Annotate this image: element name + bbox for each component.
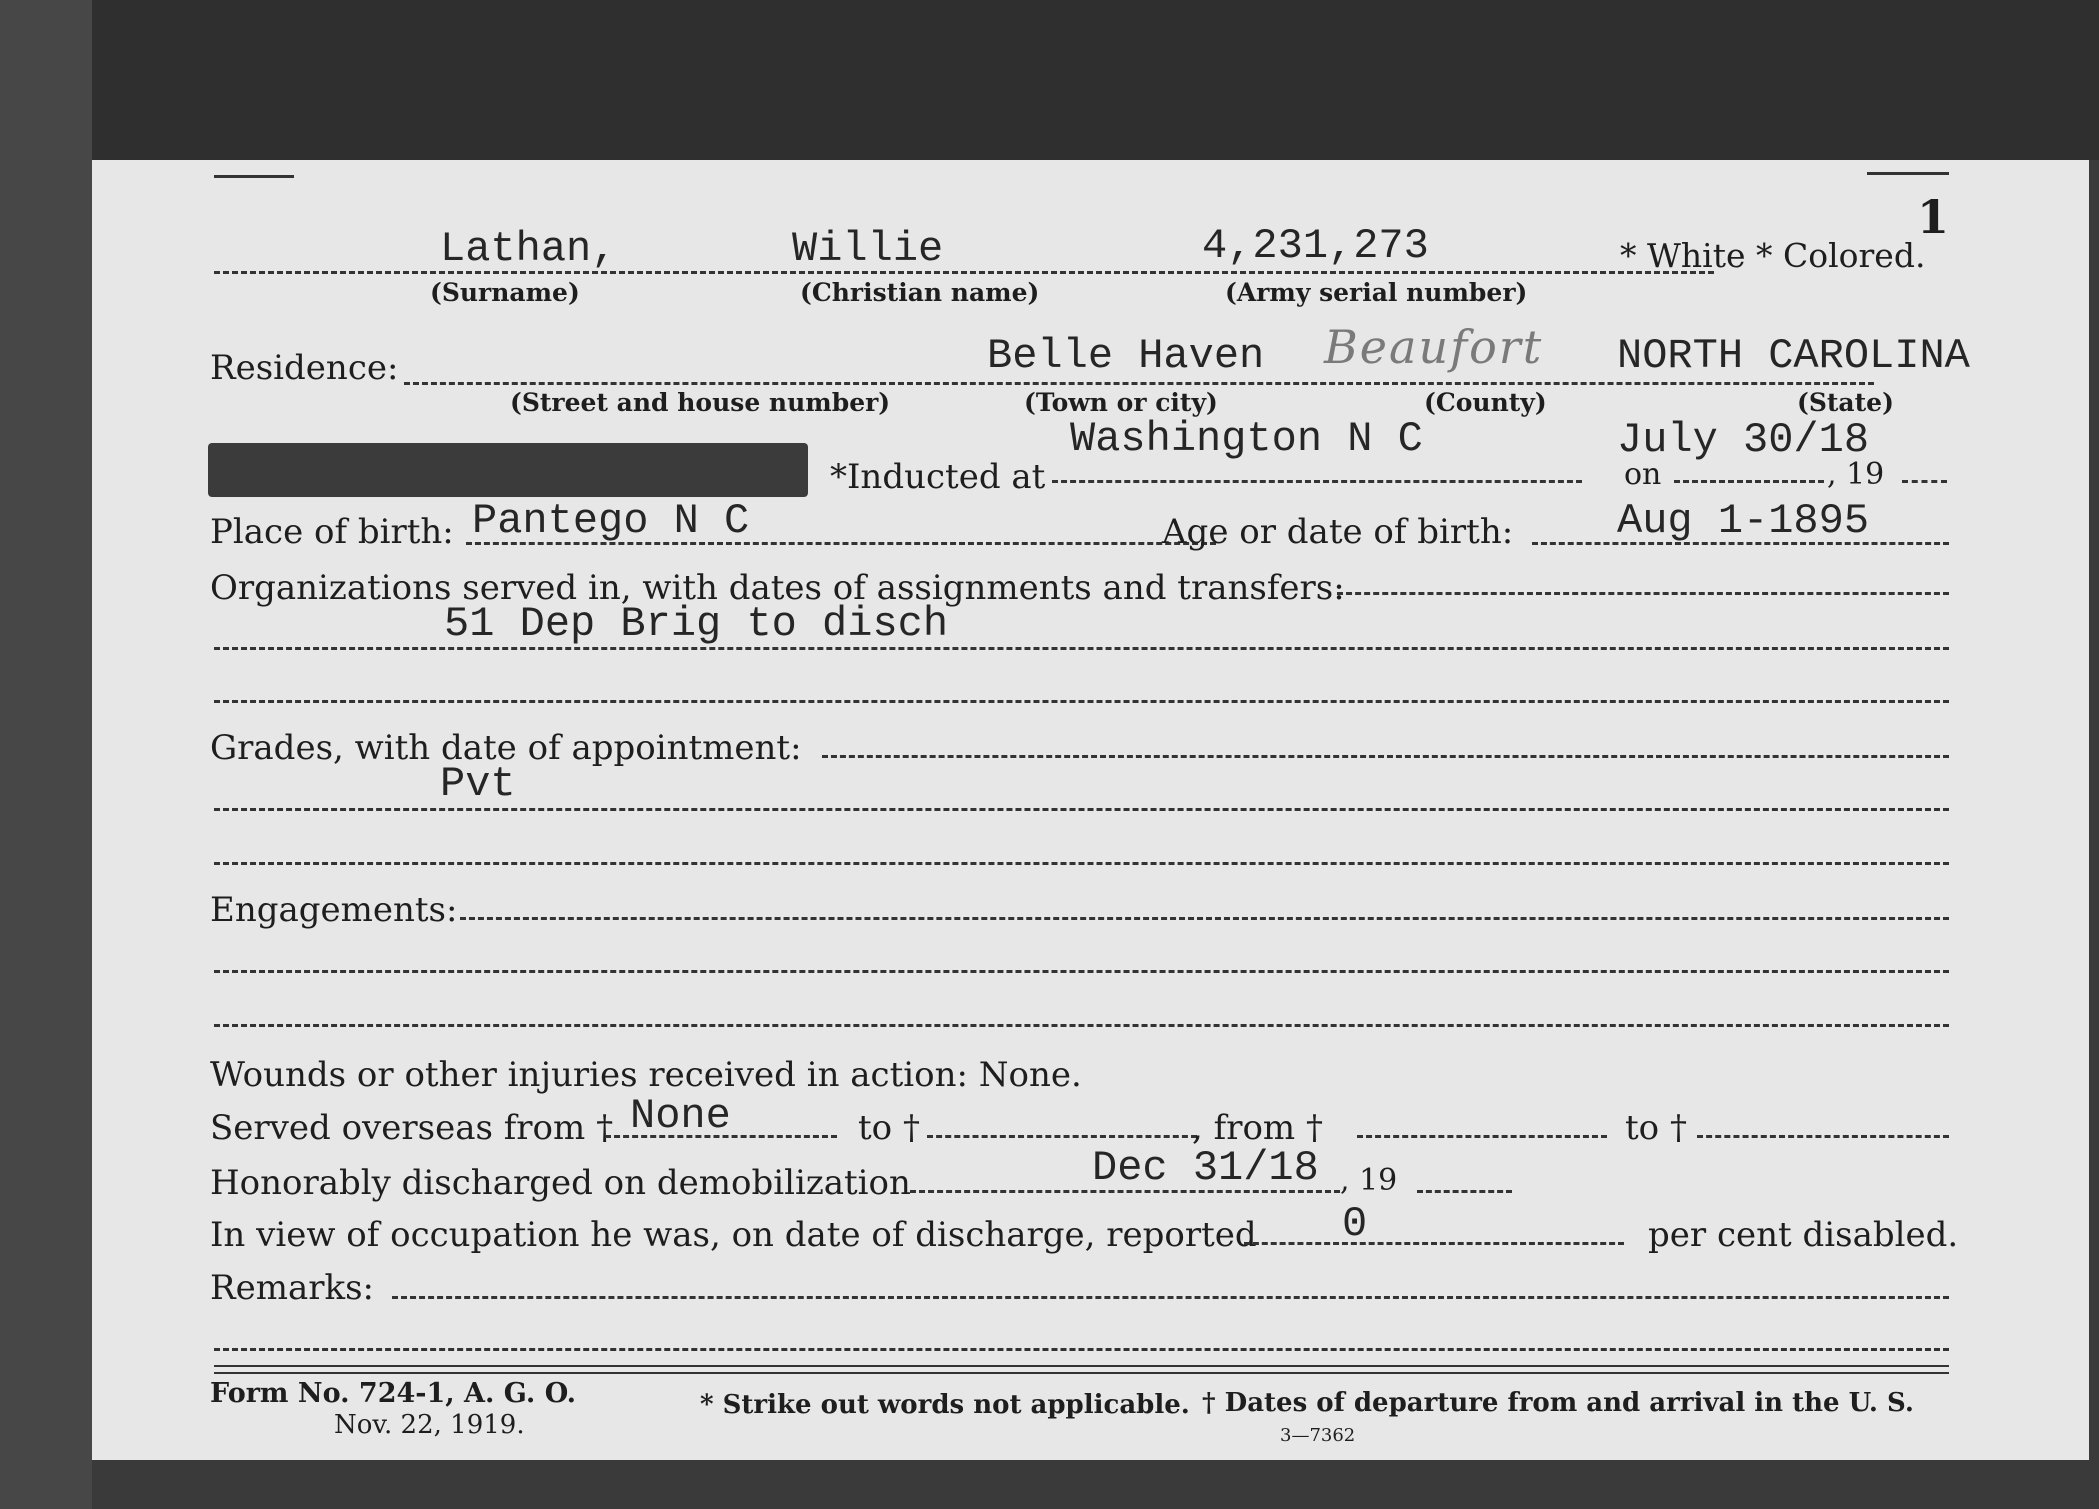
overseas-to2-line xyxy=(1697,1135,1949,1138)
induction-date: July 30/18 xyxy=(1617,416,1870,464)
residence-label: Residence: xyxy=(210,348,399,388)
name-line xyxy=(214,271,1714,274)
birth-date-label: Age or date of birth: xyxy=(1162,512,1514,552)
top-left-rule xyxy=(214,175,294,178)
discharge-year-prefix: , 19 xyxy=(1340,1163,1398,1198)
street-caption: (Street and house number) xyxy=(510,388,891,417)
overseas-from-value: None xyxy=(630,1092,731,1140)
birth-place-label: Place of birth: xyxy=(210,512,454,552)
induction-year-prefix: , 19 xyxy=(1827,457,1885,492)
overseas-to-label: to † xyxy=(858,1108,920,1148)
grades-label: Grades, with date of appointment: xyxy=(210,728,802,768)
card-number: 1 xyxy=(1917,190,1950,244)
organizations-label: Organizations served in, with dates of assignments and transfers: xyxy=(210,568,1345,608)
county-caption: (County) xyxy=(1424,388,1547,417)
grades-value: Pvt xyxy=(440,760,516,808)
scan-left-background xyxy=(0,0,92,1509)
remarks-line-2 xyxy=(214,1348,1949,1351)
christian-name-caption: (Christian name) xyxy=(800,278,1040,307)
engagements-line-2 xyxy=(214,970,1949,973)
residence-line xyxy=(404,382,1874,385)
overseas-from2-label: , from † xyxy=(1192,1108,1323,1148)
discharge-label: Honorably discharged on demobilization xyxy=(210,1163,911,1203)
inducted-at-label: *Inducted at xyxy=(830,457,1046,497)
engagements-line-3 xyxy=(214,1024,1949,1027)
birth-date-line xyxy=(1532,542,1949,545)
town-caption: (Town or city) xyxy=(1024,388,1218,417)
christian-name-value: Willie xyxy=(792,225,944,273)
disability-suffix: per cent disabled. xyxy=(1648,1215,1959,1255)
discharge-date-line xyxy=(910,1190,1340,1193)
induction-date-line xyxy=(1674,480,1824,483)
organizations-line-2 xyxy=(214,647,1949,650)
induction-place: Washington N C xyxy=(1070,415,1423,463)
organizations-line-1 xyxy=(1337,592,1949,595)
disability-label: In view of occupation he was, on date of discharge, reported xyxy=(210,1215,1257,1255)
organizations-line-3 xyxy=(214,700,1949,703)
overseas-from-line xyxy=(605,1135,837,1138)
engagements-line-1 xyxy=(460,917,1949,920)
disability-line xyxy=(1244,1242,1624,1245)
surname-value: Lathan, xyxy=(440,225,617,273)
serial-number-value: 4,231,273 xyxy=(1202,222,1429,270)
remarks-line-1 xyxy=(392,1296,1949,1299)
residence-county: Beaufort xyxy=(1324,320,1544,374)
grades-line-2 xyxy=(214,808,1949,811)
footer-rule-2 xyxy=(214,1372,1949,1374)
grades-line-3 xyxy=(214,862,1949,865)
overseas-from2-line xyxy=(1357,1135,1607,1138)
state-caption: (State) xyxy=(1797,388,1894,417)
struck-out-enlisted-box xyxy=(208,443,808,497)
birth-date-value: Aug 1-1895 xyxy=(1617,497,1870,545)
wounds-label: Wounds or other injuries received in action: None. xyxy=(210,1055,1082,1095)
overseas-from-label: Served overseas from † xyxy=(210,1108,614,1148)
service-record-card xyxy=(92,160,2089,1460)
discharge-date: Dec 31/18 xyxy=(1092,1144,1319,1192)
race-options: * White * Colored. xyxy=(1620,236,1926,275)
form-number: Form No. 724-1, A. G. O. xyxy=(210,1378,577,1409)
residence-town: Belle Haven xyxy=(987,332,1265,380)
print-code: 3—7362 xyxy=(1280,1425,1356,1446)
induction-place-line xyxy=(1052,480,1582,483)
engagements-label: Engagements: xyxy=(210,890,458,930)
discharge-year-line xyxy=(1417,1190,1512,1193)
footer-rule-1 xyxy=(214,1365,1949,1367)
overseas-to2-label: to † xyxy=(1625,1108,1687,1148)
residence-state: NORTH CAROLINA xyxy=(1617,332,1970,380)
birth-place-line xyxy=(466,542,1216,545)
birth-place-value: Pantego N C xyxy=(472,497,750,545)
on-label: on xyxy=(1624,457,1662,492)
top-right-rule xyxy=(1867,172,1949,175)
footnote-dates: † Dates of departure from and arrival in the U. S. xyxy=(1202,1388,1914,1418)
serial-caption: (Army serial number) xyxy=(1225,278,1528,307)
overseas-to-line xyxy=(927,1135,1197,1138)
organizations-value: 51 Dep Brig to disch xyxy=(444,600,949,648)
grades-line-1 xyxy=(822,755,1949,758)
form-date: Nov. 22, 1919. xyxy=(334,1410,525,1440)
surname-caption: (Surname) xyxy=(430,278,580,307)
remarks-label: Remarks: xyxy=(210,1268,374,1308)
scan-top-background xyxy=(0,0,2099,160)
disability-value: 0 xyxy=(1342,1200,1368,1248)
footnote-strike-out: * Strike out words not applicable. xyxy=(700,1390,1190,1420)
induction-year-line xyxy=(1902,480,1947,483)
